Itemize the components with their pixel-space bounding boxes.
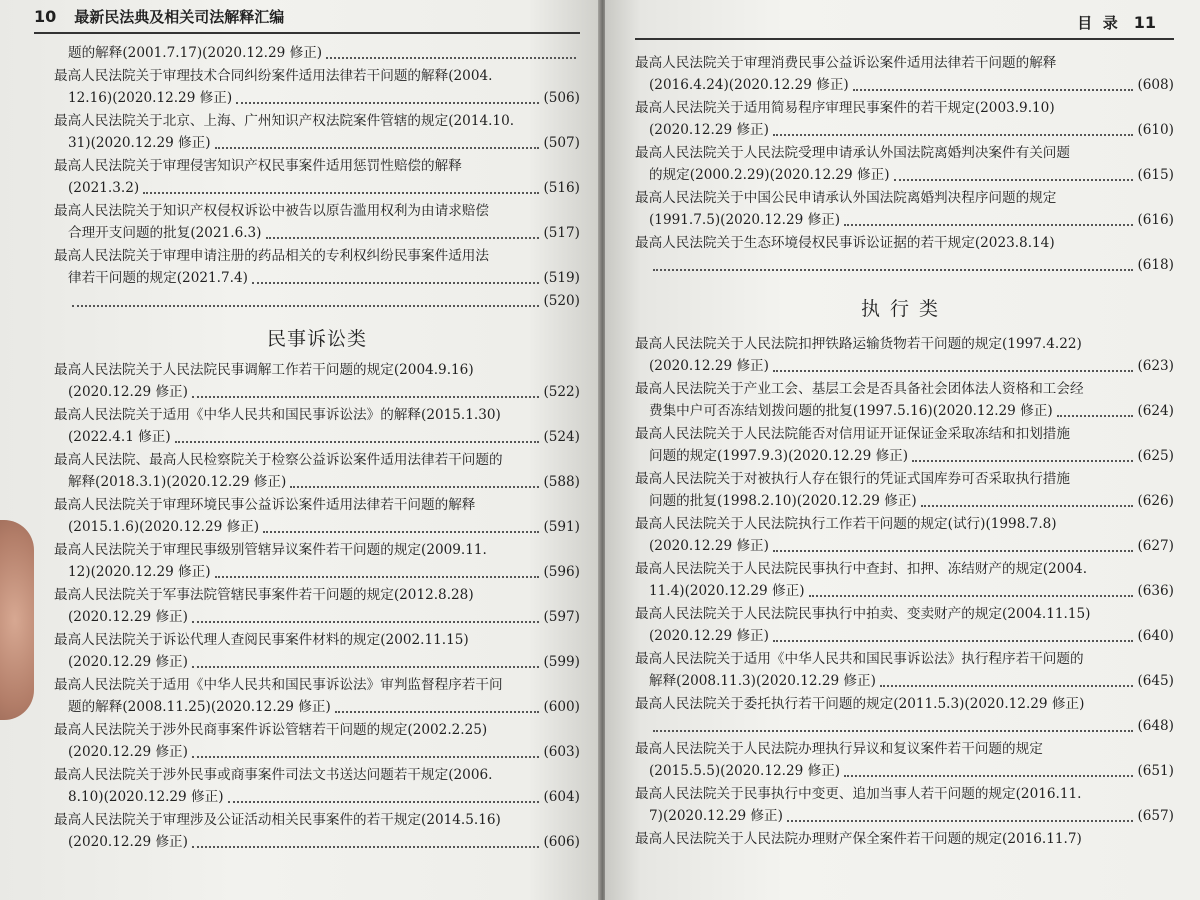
dot-leader <box>653 720 1133 732</box>
toc-entry <box>635 558 1174 602</box>
toc-entry-continuation: (2020.12.29 修正) <box>649 122 769 138</box>
toc-page-number: (648) <box>1137 718 1174 734</box>
dot-leader <box>72 295 539 307</box>
toc-entry-title: 最高人民法院、最高人民检察院关于检察公益诉讼案件适用法律若干问题的 <box>54 452 503 468</box>
toc-entry-line <box>635 119 1174 141</box>
toc-entry-line <box>54 42 580 64</box>
toc-entry-continuation: 问题的规定(1997.9.3)(2020.12.29 修正) <box>649 448 909 464</box>
dot-leader <box>773 124 1133 136</box>
toc-entry-title: 最高人民法院关于知识产权侵权诉讼中被告以原告滥用权利为由请求赔偿 <box>54 203 489 219</box>
dot-leader <box>192 746 539 758</box>
dot-leader <box>844 214 1133 226</box>
toc-page-number: (596) <box>543 564 580 580</box>
toc-entry-title: 最高人民法院关于人民法院受理申请承认外国法院离婚判决案件有关问题 <box>635 145 1070 161</box>
toc-entry <box>635 333 1174 377</box>
right-page-number: 11 <box>1133 12 1156 32</box>
toc-entry-continuation: 的规定(2000.2.29)(2020.12.29 修正) <box>649 167 890 183</box>
toc-page-number: (608) <box>1137 77 1174 93</box>
toc-entry-title: 最高人民法院关于人民法院扣押铁路运输货物若干问题的规定(1997.4.22) <box>635 336 1082 352</box>
toc-entry-title: 最高人民法院关于审理侵害知识产权民事案件适用惩罚性赔偿的解释 <box>54 158 462 174</box>
toc-entry-line <box>635 400 1174 422</box>
toc-entry <box>635 378 1174 422</box>
dot-leader <box>921 495 1134 507</box>
toc-entry-line <box>54 786 580 808</box>
toc-entry <box>635 52 1174 96</box>
toc-entry-line <box>54 651 580 673</box>
toc-entry-title: 最高人民法院关于人民法院执行工作若干问题的规定(试行)(1998.7.8) <box>635 516 1057 532</box>
toc-entry-line <box>635 74 1174 96</box>
toc-entry <box>635 423 1174 467</box>
toc-entry-continuation: 7)(2020.12.29 修正) <box>649 808 783 824</box>
toc-entry-continuation: (2020.12.29 修正) <box>68 834 188 850</box>
toc-entry <box>635 513 1174 557</box>
toc-page-number: (626) <box>1137 493 1174 509</box>
toc-page-number: (657) <box>1137 808 1174 824</box>
toc-entry-line <box>54 267 580 289</box>
toc-entry-continuation: (2022.4.1 修正) <box>68 429 171 445</box>
toc-entry <box>54 764 580 808</box>
left-page-number: 10 <box>34 6 57 26</box>
dot-leader <box>290 476 539 488</box>
toc-entry-line <box>54 741 580 763</box>
dot-leader <box>192 836 539 848</box>
toc-entry-title: 最高人民法院关于对被执行人存在银行的凭证式国库券可否采取执行措施 <box>635 471 1070 487</box>
toc-entry-continuation: (2021.3.2) <box>68 180 140 196</box>
dot-leader <box>853 79 1134 91</box>
toc-page-number: (627) <box>1137 538 1174 554</box>
toc-entry <box>54 359 580 403</box>
toc-entry-title: 最高人民法院关于产业工会、基层工会是否具备社会团体法人资格和工会经 <box>635 381 1084 397</box>
toc-entry-title: 最高人民法院关于审理环境民事公益诉讼案件适用法律若干问题的解释 <box>54 497 476 513</box>
toc-entry-line <box>635 805 1174 827</box>
dot-leader <box>266 227 540 239</box>
toc-entry-continuation: (2020.12.29 修正) <box>68 384 188 400</box>
toc-entry-line <box>635 535 1174 557</box>
toc-entry <box>54 629 580 673</box>
dot-leader <box>653 259 1133 271</box>
toc-entry-continuation: (2020.12.29 修正) <box>649 358 769 374</box>
toc-page-number: (507) <box>543 135 580 151</box>
toc-entry-continuation: 问题的批复(1998.2.10)(2020.12.29 修正) <box>649 493 917 509</box>
dot-leader <box>192 611 539 623</box>
toc-entry-line <box>54 831 580 853</box>
toc-entry-title: 最高人民法院关于涉外民事或商事案件司法文书送达问题若干规定(2006. <box>54 767 493 783</box>
dot-leader <box>252 272 540 284</box>
toc-page-number: (636) <box>1137 583 1174 599</box>
dot-leader <box>809 585 1134 597</box>
dot-leader <box>773 630 1133 642</box>
dot-leader <box>192 656 539 668</box>
toc-entry-continuation: 律若干问题的规定(2021.7.4) <box>68 270 248 286</box>
toc-entry-continuation: 12)(2020.12.29 修正) <box>68 564 211 580</box>
toc-entry-line <box>54 561 580 583</box>
toc-page-number: (600) <box>543 699 580 715</box>
toc-entry <box>635 187 1174 231</box>
toc-entry-title: 最高人民法院关于审理消费民事公益诉讼案件适用法律若干问题的解释 <box>635 55 1057 71</box>
toc-entry-continuation: 31)(2020.12.29 修正) <box>68 135 211 151</box>
right-toc-entries-bottom <box>635 333 1174 850</box>
section-title-enforcement: 执行类 <box>860 298 948 320</box>
toc-page-number: (520) <box>543 293 580 309</box>
toc-entry-continuation: (2020.12.29 修正) <box>68 654 188 670</box>
toc-entry <box>635 97 1174 141</box>
toc-entry <box>635 783 1174 827</box>
right-toc-entries-top <box>635 52 1174 276</box>
toc-entry-line <box>54 222 580 244</box>
toc-page-number: (604) <box>543 789 580 805</box>
toc-entry <box>635 693 1174 737</box>
toc-entry-title: 最高人民法院关于中国公民申请承认外国法院离婚判决程序问题的规定 <box>635 190 1057 206</box>
toc-entry-title: 最高人民法院关于人民法院民事调解工作若干问题的规定(2004.9.16) <box>54 362 474 378</box>
toc-entry-line <box>54 426 580 448</box>
dot-leader <box>215 137 540 149</box>
dot-leader <box>228 791 540 803</box>
toc-entry <box>54 674 580 718</box>
toc-entry-title: 最高人民法院关于生态环境侵权民事诉讼证据的若干规定(2023.8.14) <box>635 235 1055 251</box>
toc-entry-title: 最高人民法院关于委托执行若干问题的规定(2011.5.3)(2020.12.29 修正) <box>635 696 1085 712</box>
toc-entry-line <box>635 760 1174 782</box>
toc-entry-title: 最高人民法院关于适用简易程序审理民事案件的若干规定(2003.9.10) <box>635 100 1055 116</box>
toc-page-number: (645) <box>1137 673 1174 689</box>
dot-leader <box>192 386 539 398</box>
toc-entry-title: 最高人民法院关于人民法院能否对信用证开证保证金采取冻结和扣划措施 <box>635 426 1070 442</box>
toc-entry <box>635 232 1174 276</box>
contents-heading: 目 录 <box>1077 13 1118 32</box>
toc-entry <box>635 603 1174 647</box>
toc-entry <box>54 200 580 244</box>
toc-entry <box>54 155 580 199</box>
left-toc-entries-bottom <box>54 359 580 853</box>
left-running-header <box>34 0 580 34</box>
toc-entry <box>54 539 580 583</box>
toc-entry-title: 最高人民法院关于审理民事级别管辖异议案件若干问题的规定(2009.11. <box>54 542 487 558</box>
toc-entry-continuation: (2020.12.29 修正) <box>649 628 769 644</box>
toc-entry <box>54 584 580 628</box>
section-title-civil-procedure: 民事诉讼类 <box>266 328 367 350</box>
toc-page-number: (624) <box>1137 403 1174 419</box>
toc-entry-continuation: (2020.12.29 修正) <box>649 538 769 554</box>
book-title: 最新民法典及相关司法解释汇编 <box>74 7 285 26</box>
toc-entry-line <box>54 516 580 538</box>
toc-entry <box>54 65 580 109</box>
toc-entry-continuation: (2015.5.5)(2020.12.29 修正) <box>649 763 841 779</box>
toc-entry-line <box>54 177 580 199</box>
dot-leader <box>773 540 1133 552</box>
toc-entry-continuation: (1991.7.5)(2020.12.29 修正) <box>649 212 841 228</box>
toc-entry-line <box>54 471 580 493</box>
toc-entry-continuation: 解释(2008.11.3)(2020.12.29 修正) <box>649 673 876 689</box>
toc-entry-title: 最高人民法院关于审理涉及公证活动相关民事案件的若干规定(2014.5.16) <box>54 812 501 828</box>
toc-entry-title: 最高人民法院关于诉讼代理人查阅民事案件材料的规定(2002.11.15) <box>54 632 469 648</box>
toc-page-number: (517) <box>543 225 580 241</box>
toc-entry-continuation: 12.16)(2020.12.29 修正) <box>68 90 233 106</box>
dot-leader <box>894 169 1134 181</box>
toc-page-number: (599) <box>543 654 580 670</box>
toc-entry-continuation: 8.10)(2020.12.29 修正) <box>68 789 224 805</box>
toc-entry-title: 最高人民法院关于军事法院管辖民事案件若干问题的规定(2012.8.28) <box>54 587 474 603</box>
toc-entry <box>635 828 1174 850</box>
toc-page-number: (506) <box>543 90 580 106</box>
toc-entry-line <box>635 355 1174 377</box>
toc-entry-title: 最高人民法院关于北京、上海、广州知识产权法院案件管辖的规定(2014.10. <box>54 113 515 129</box>
toc-entry-title: 最高人民法院关于适用《中华人民共和国民事诉讼法》审判监督程序若干问 <box>54 677 503 693</box>
toc-entry-line <box>635 490 1174 512</box>
toc-entry <box>635 142 1174 186</box>
toc-entry-title: 最高人民法院关于审理技术合同纠纷案件适用法律若干问题的解释(2004. <box>54 68 493 84</box>
toc-entry <box>635 648 1174 692</box>
toc-entry-line <box>635 445 1174 467</box>
toc-entry-title: 最高人民法院关于人民法院民事执行中拍卖、变卖财产的规定(2004.11.15) <box>635 606 1091 622</box>
toc-entry-continuation: (2020.12.29 修正) <box>68 609 188 625</box>
toc-page-number: (610) <box>1137 122 1174 138</box>
toc-page-number: (616) <box>1137 212 1174 228</box>
toc-entry <box>54 110 580 154</box>
dot-leader <box>1057 405 1134 417</box>
dot-leader <box>326 47 576 59</box>
toc-page-number: (603) <box>543 744 580 760</box>
toc-page-number: (597) <box>543 609 580 625</box>
toc-page-number: (591) <box>543 519 580 535</box>
toc-entry <box>635 738 1174 782</box>
toc-entry <box>54 719 580 763</box>
toc-entry <box>54 290 580 312</box>
toc-entry <box>54 449 580 493</box>
toc-entry-continuation: 题的解释(2008.11.25)(2020.12.29 修正) <box>68 699 331 715</box>
toc-entry-line <box>635 715 1174 737</box>
toc-entry-line <box>54 87 580 109</box>
dot-leader <box>844 765 1133 777</box>
thumb <box>0 520 34 720</box>
toc-entry-line <box>54 696 580 718</box>
dot-leader <box>912 450 1133 462</box>
dot-leader <box>236 92 539 104</box>
toc-entry-continuation: 合理开支问题的批复(2021.6.3) <box>68 225 262 241</box>
toc-page-number: (640) <box>1137 628 1174 644</box>
toc-page-number: (606) <box>543 834 580 850</box>
toc-page-number: (623) <box>1137 358 1174 374</box>
toc-page-number: (588) <box>543 474 580 490</box>
toc-entry-continuation: 费集中户可否冻结划拨问题的批复(1997.5.16)(2020.12.29 修正) <box>649 403 1053 419</box>
toc-entry-line <box>635 670 1174 692</box>
toc-entry <box>54 809 580 853</box>
toc-page-number: (516) <box>543 180 580 196</box>
toc-entry-continuation: 解释(2018.3.1)(2020.12.29 修正) <box>68 474 287 490</box>
toc-entry <box>54 404 580 448</box>
toc-entry-line <box>635 580 1174 602</box>
toc-entry-continuation: 11.4)(2020.12.29 修正) <box>649 583 805 599</box>
toc-entry <box>54 245 580 289</box>
dot-leader <box>787 810 1134 822</box>
toc-entry-continuation: (2020.12.29 修正) <box>68 744 188 760</box>
toc-page-number: (618) <box>1137 257 1174 273</box>
toc-entry-title: 最高人民法院关于适用《中华人民共和国民事诉讼法》的解释(2015.1.30) <box>54 407 501 423</box>
toc-entry-title: 最高人民法院关于人民法院办理执行异议和复议案件若干问题的规定 <box>635 741 1043 757</box>
dot-leader <box>143 182 539 194</box>
toc-entry-line <box>54 606 580 628</box>
toc-entry <box>54 42 580 64</box>
toc-page-number: (524) <box>543 429 580 445</box>
toc-page-number: (519) <box>543 270 580 286</box>
toc-entry-line <box>635 254 1174 276</box>
dot-leader <box>215 566 540 578</box>
toc-entry-title: 最高人民法院关于涉外民商事案件诉讼管辖若干问题的规定(2002.2.25) <box>54 722 488 738</box>
dot-leader <box>880 675 1134 687</box>
toc-entry-line <box>54 290 580 312</box>
toc-entry-title: 最高人民法院关于人民法院民事执行中查封、扣押、冻结财产的规定(2004. <box>635 561 1088 577</box>
toc-entry-title: 最高人民法院关于人民法院办理财产保全案件若干问题的规定(2016.11.7) <box>635 831 1082 847</box>
toc-entry <box>635 468 1174 512</box>
toc-entry-line <box>635 164 1174 186</box>
dot-leader <box>175 431 540 443</box>
toc-entry-continuation: (2015.1.6)(2020.12.29 修正) <box>68 519 260 535</box>
toc-entry-title: 最高人民法院关于适用《中华人民共和国民事诉讼法》执行程序若干问题的 <box>635 651 1084 667</box>
right-running-header <box>635 6 1174 40</box>
dot-leader <box>773 360 1133 372</box>
toc-entry-line <box>54 132 580 154</box>
dot-leader <box>263 521 539 533</box>
toc-entry-continuation: 题的解释(2001.7.17)(2020.12.29 修正) <box>68 45 323 61</box>
toc-page-number: (615) <box>1137 167 1174 183</box>
toc-entry <box>54 494 580 538</box>
toc-entry-line <box>635 625 1174 647</box>
right-page <box>605 0 1200 900</box>
dot-leader <box>335 701 540 713</box>
toc-page-number: (522) <box>543 384 580 400</box>
toc-entry-line <box>635 209 1174 231</box>
toc-entry-title: 最高人民法院关于民事执行中变更、追加当事人若干问题的规定(2016.11. <box>635 786 1082 802</box>
toc-page-number: (625) <box>1137 448 1174 464</box>
toc-page-number: (651) <box>1137 763 1174 779</box>
toc-entry-title: 最高人民法院关于审理申请注册的药品相关的专利权纠纷民事案件适用法 <box>54 248 489 264</box>
toc-entry-continuation: (2016.4.24)(2020.12.29 修正) <box>649 77 849 93</box>
left-toc-entries-top <box>54 42 580 312</box>
toc-entry-line <box>54 381 580 403</box>
